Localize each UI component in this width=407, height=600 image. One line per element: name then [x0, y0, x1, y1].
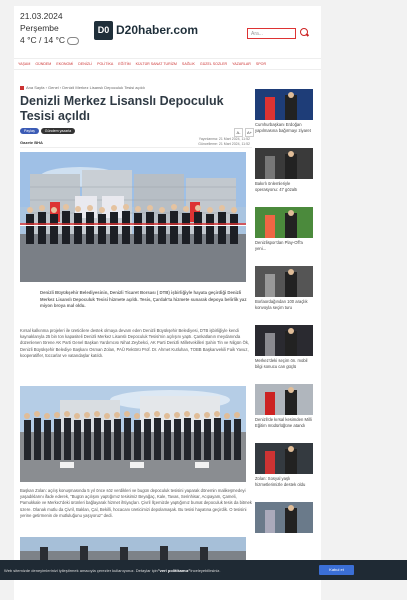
date-text: 21.03.2024: [20, 11, 63, 21]
sidebar-thumbnail: [255, 384, 313, 415]
sidebar-news-item[interactable]: [255, 443, 313, 502]
sidebar-news-item[interactable]: [255, 502, 313, 561]
sidebar-news-item[interactable]: [255, 266, 313, 325]
logo-mark: D0: [94, 21, 113, 40]
logo-text: D20haber.com: [116, 23, 199, 37]
sidebar-news-title[interactable]: Denizlispor'dan Play-Off'a yeni...: [255, 240, 303, 251]
cookie-text: Web sitemizde deneyimlerinizi iyileştirmek amacıyla çerezler kullanıyoruz. Detaylar için: [4, 567, 158, 573]
published-time: Yayınlanma: 21 Mart 2024, 11:52: [198, 137, 250, 141]
sidebar-news-title[interactable]: Merkez'deki seçim ön. mobil bilgi sonucu can güçlü: [255, 358, 308, 369]
font-increase-button[interactable]: A+: [246, 130, 252, 135]
sidebar-thumbnail: [255, 148, 313, 179]
sidebar: [255, 89, 313, 561]
privacy-policy-link[interactable]: "veri politikamız": [157, 567, 191, 573]
top-bar: [14, 6, 321, 50]
article-title: Denizli Merkez Lisanslı Depoculuk Tesisi açıldı: [20, 94, 224, 123]
breadcrumb-text[interactable]: Ana Sayfa › Genel › Denizli Merkez Lisanslı Depoculuk Tesisi açıldı: [26, 85, 145, 90]
author[interactable]: Gazete BHA: [20, 140, 43, 145]
nav-item[interactable]: POLİTİKA: [97, 62, 114, 66]
updated-time: Güncelleme: 21 Mart 2024, 11:52: [198, 142, 250, 146]
sidebar-news-title[interactable]: Borlaordağından 100 araçlık konvoyla seçim turu: [255, 299, 308, 310]
share-button[interactable]: Paylaş: [20, 128, 39, 134]
search-input[interactable]: Ara...: [247, 28, 296, 39]
article-photo-2: [20, 386, 246, 482]
search-icon[interactable]: [300, 28, 308, 36]
nav-item[interactable]: DENİZLİ: [78, 62, 93, 66]
share-bar: [20, 128, 77, 134]
sidebar-news-title[interactable]: Zolan: Sosyal yaşlı hizmetlerimizle destek oldu: [255, 476, 306, 487]
sidebar-news-title[interactable]: Bakırlı önlemleriyle operasyonu: 47 gözaltı: [255, 181, 298, 192]
sidebar-thumbnail: [255, 89, 313, 120]
sidebar-thumbnail: [255, 266, 313, 297]
nav-item[interactable]: KÜLTÜR SANAT TURİZM: [135, 62, 177, 66]
day-text: Perşembe: [20, 23, 59, 33]
nav-item[interactable]: YAŞAM: [18, 62, 31, 66]
temperature-text: 4 °C / 14 °C: [20, 35, 66, 45]
nav-item[interactable]: GÜZEL SOZLER: [199, 62, 228, 66]
main-nav: [14, 58, 321, 70]
article-main-photo: [20, 152, 246, 282]
nav-item[interactable]: SAĞLIK: [181, 62, 195, 66]
sidebar-thumbnail: [255, 443, 313, 474]
sidebar-news-item[interactable]: [255, 207, 313, 266]
cookie-banner: [0, 560, 407, 580]
nav-item[interactable]: EĞİTİM: [118, 62, 131, 66]
divider: [20, 147, 252, 148]
timestamps: [190, 137, 250, 147]
sidebar-news-item[interactable]: [255, 384, 313, 443]
font-decrease-button[interactable]: A-: [234, 128, 243, 137]
sidebar-news-title[interactable]: Cumhurbaşkanı Erdoğan yapılmasına bağırmayı ziyaret: [255, 122, 311, 133]
sidebar-thumbnail: [255, 325, 313, 356]
sidebar-news-title[interactable]: Denizli'de kırsal kesimden Milli Eğitim müdürlüğüne atandı: [255, 417, 312, 428]
article-paragraph-2: Başkan Zolan: açılış konuşmasında 5 yıl önce söz verdikleri ve bugün depoculuk tesisini yaparak dönemin malikeşmedeyi yaşadıklarını ifade ederek, "Bugün açılışını yaptığımız tesisimiz Beyağaç, Kale, Tavas, Serinhisar, Acıpayam, Çameli, Pamukkale ve Merkez'deki ürünleri bağlayarak hizmet ihtiyaçları. Çivril İlçemizde yaptığımız bumat depoculuk tesis da bitmek üzere. Olanak mutlu da Çivril, Baklan, Çal, Bekilli, hocacanı üreticimizi depolamaşak. Bu tesisi hayatına geçirdik. O tesisini yerine getirmenin de mutluluğunu yaşıyoruz" dedi.: [20, 488, 252, 518]
breadcrumb: [20, 85, 145, 90]
font-size-controls: [232, 128, 254, 137]
sidebar-thumbnail: [255, 502, 313, 533]
sidebar-thumbnail: [255, 207, 313, 238]
date-weather: [20, 10, 79, 46]
accept-cookies-button[interactable]: Kabul et: [319, 565, 354, 575]
nav-item[interactable]: YAZARLAR: [232, 62, 251, 66]
article-paragraph-1: Kırsal kalkınma projeleri ile üreticilere destek olmaya devam eden Denizli Büyükşehir Belediyesi, DTB işbirliğiyle kendi kaynaklarıyla 25 bin ton kapasiteli Denizli Merkez Lisanslı Depoculuk Tesisi'nin açılışını yaptı. Çankatlanın meydanında düzenlenen törene AK Parti Genel Başkan Yardımcısı Nihat Zeybekci, AK Parti Denizli Milletvekilleri Şahin Tin ve Nilgün Ök, Denizli Büyükşehir Belediye Başkanı Osman Zolan, PAÜ Rektörü Prof. Dr. Ahmet Kutluhan, TOBB Başkanvekili Faik Yavuz, kooperatifler, tüccarlar ve vatandaşlar katıldı.: [20, 328, 250, 358]
cookie-text-tail: inceleyebilirsiniz.: [190, 567, 221, 573]
nav-item[interactable]: GÜNDEM: [35, 62, 52, 66]
nav-item[interactable]: EKONOMİ: [56, 62, 74, 66]
sidebar-news-item[interactable]: [255, 325, 313, 384]
sidebar-news-item[interactable]: [255, 148, 313, 207]
google-news-button[interactable]: Gündem yazarla: [41, 128, 75, 134]
home-icon[interactable]: [20, 86, 24, 90]
article-summary: Denizli Büyükşehir Belediyesinin, Denizli Ticaret Borsası ( DTB) işbirliğiyle hayata geçirdiği Denizli Merkez Lisanslı Depoculuk Tesisi hizmete açıldı. Tesis, Çardak'ta hizmete sunarak depoya belirlik yaz miyon broya mal oldu.: [40, 290, 247, 308]
nav-item[interactable]: SPOR: [255, 62, 267, 66]
cloud-icon: [67, 37, 79, 45]
sidebar-news-item[interactable]: [255, 89, 313, 148]
site-logo[interactable]: [94, 19, 198, 41]
